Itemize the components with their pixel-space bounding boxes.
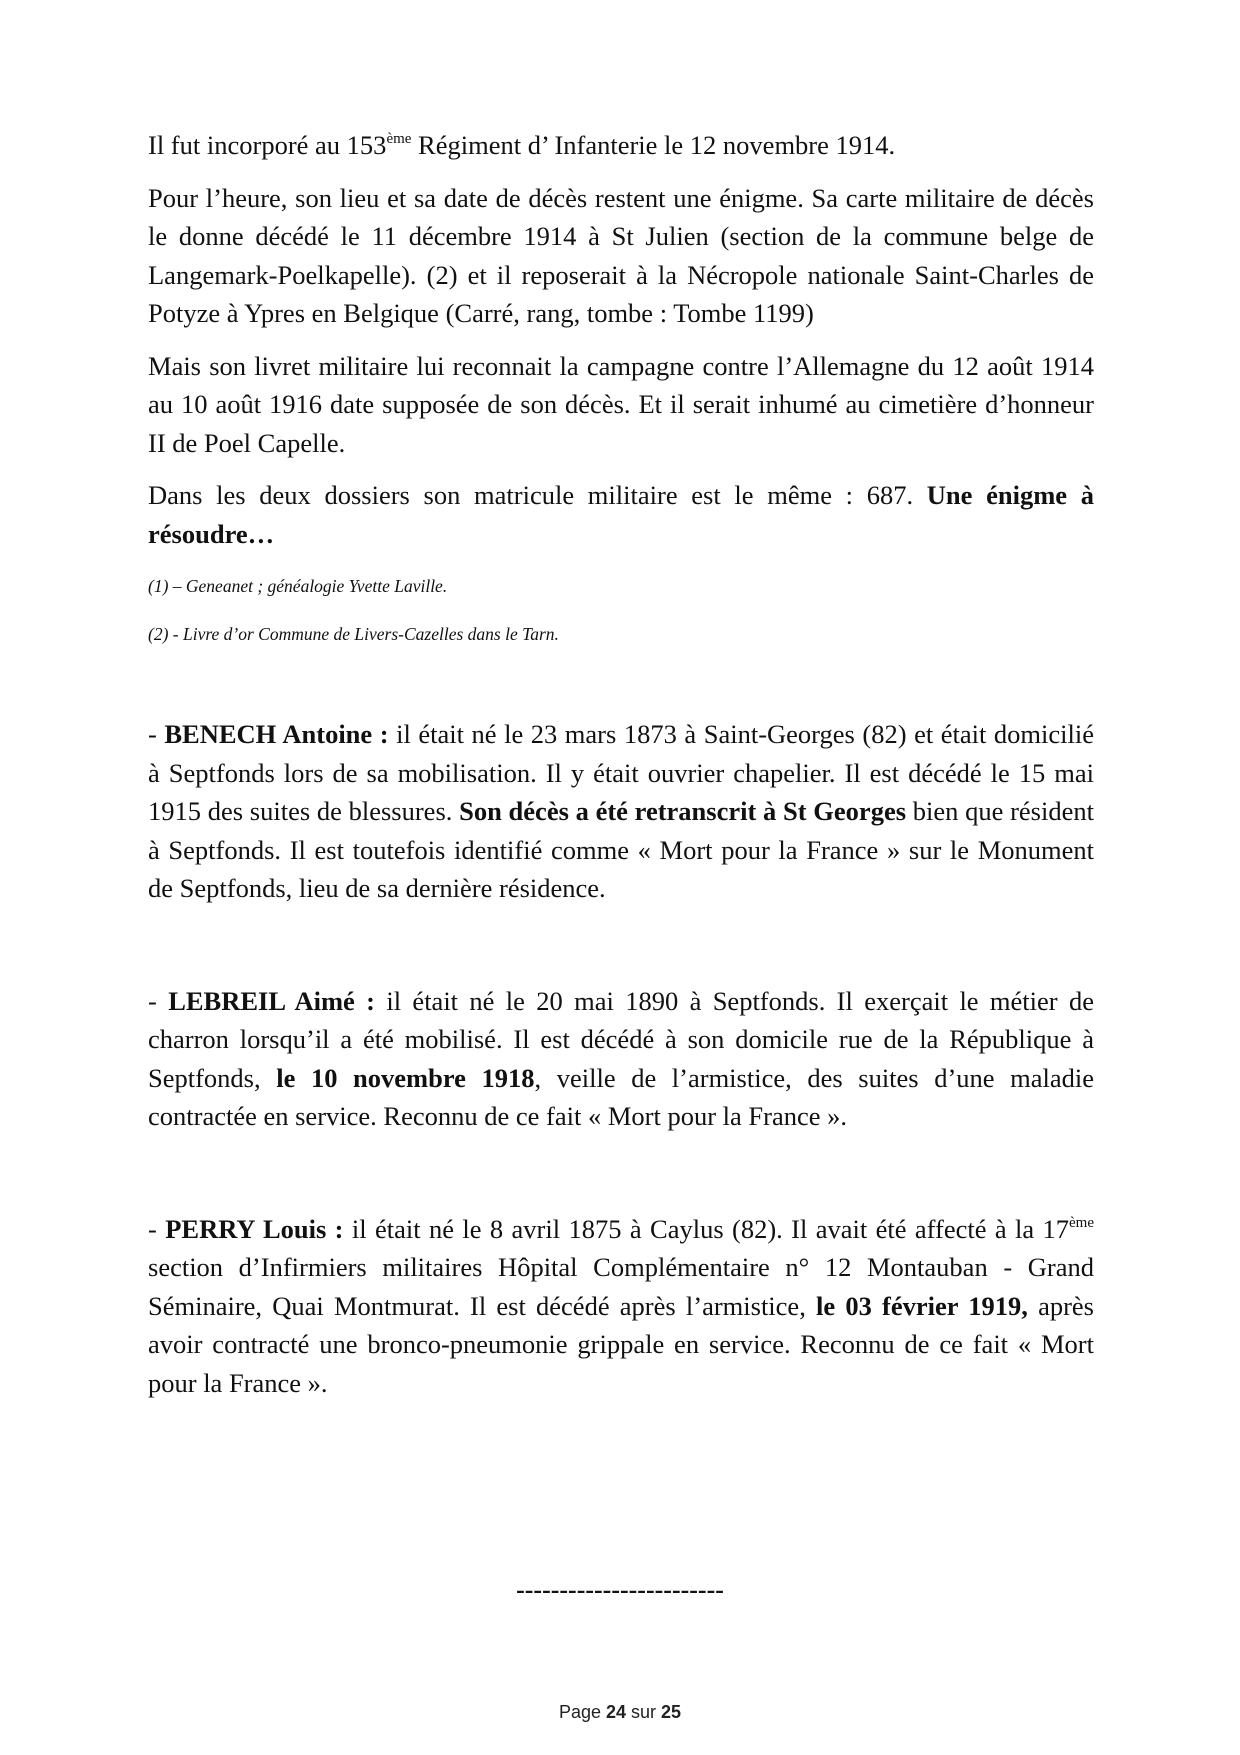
entry-lebreil	[148, 982, 1094, 1136]
paragraph-text: Il fut incorporé au 153	[148, 130, 387, 160]
entry-text: bien que résident à Septfonds. Il est toutefois identifié comme « Mort pour la France » sur le Monument de Septfonds, lieu de sa dernière résidence.	[148, 796, 1094, 903]
paragraph-enigme: Pour l’heure, son lieu et sa date de décès restent une énigme. Sa carte militaire de décès le donne décédé le 11 décembre 1914 à St Julien (section de la commune belge de Langemark-Poelkapelle). (2) et il reposerait à la Nécropole nationale Saint-Charles de Potyze à Ypres en Belgique (Carré, rang, tombe : Tombe 1199)	[148, 182, 1094, 328]
footnote-2: (2) - Livre d’or Commune de Livers-Cazelles dans le Tarn.	[148, 624, 559, 644]
current-page-number: 24	[605, 1702, 627, 1722]
entry-prefix: -	[148, 1213, 166, 1244]
superscript: ème	[386, 131, 412, 147]
entry-text: il était né le 23 mars 1873 à Saint-Georges (82) et était domicilié à Septfonds lors de sa mobilisation. Il y était ouvrier chapelier. Il est décédé le 15 mai 1915 des suites de blessures.	[148, 719, 1094, 826]
section-separator: ------------------------	[516, 1575, 724, 1604]
footer-label: Page	[558, 1702, 606, 1722]
entry-name: PERRY Louis :	[165, 1213, 344, 1244]
entry-name: BENECH Antoine :	[164, 719, 389, 749]
entry-benech	[148, 715, 1094, 908]
entry-text: , veille de l’armistice, des suites d’une maladie contractée en service. Reconnu de ce fait « Mort pour la France ».	[148, 1062, 1095, 1131]
entry-prefix: -	[148, 719, 165, 749]
page-footer	[0, 1702, 1240, 1723]
paragraph-text: Régiment d’ Infanterie le 12 novembre 1914.	[411, 130, 896, 160]
page-body	[148, 126, 1094, 1402]
entry-prefix: -	[148, 985, 169, 1016]
total-pages-number: 25	[661, 1702, 682, 1722]
paragraph-livret: Mais son livret militaire lui reconnait la campagne contre l’Allemagne du 12 août 1914 au 10 août 1916 date supposée de son décès. Et il serait inhumé au cimetière d’honneur II de Poel Capelle.	[148, 350, 1094, 458]
bold-text: Une énigme à résoudre…	[148, 480, 1094, 549]
paragraph-matricule	[148, 476, 1094, 553]
paragraph-incorporation	[148, 126, 1094, 165]
entry-text: après avoir contracté une bronco-pneumonie grippale en service. Reconnu de ce fait « Mort pour la France ».	[148, 1290, 1094, 1398]
entry-text: il était né le 20 mai 1890 à Septfonds. Il exerçait le métier de charron lorsqu’il a été mobilisé. Il est décédé à son domicile rue de la République à Septfonds,	[148, 985, 1094, 1093]
superscript: ème	[1069, 1214, 1094, 1231]
bold-text: le 03 février 1919,	[816, 1290, 1028, 1321]
bold-text: Son décès a été retranscrit à St Georges	[459, 796, 907, 826]
footer-label: sur	[626, 1702, 662, 1722]
entry-perry	[148, 1210, 1094, 1403]
bold-text: le 10 novembre 1918	[276, 1062, 535, 1093]
entry-name: LEBREIL Aimé :	[168, 985, 375, 1016]
entry-text: il était né le 8 avril 1875 à Caylus (82). Il avait été affecté à la 17	[343, 1213, 1070, 1244]
paragraph-text: Dans les deux dossiers son matricule militaire est le même : 687.	[148, 480, 927, 510]
footnote-1: (1) – Geneanet ; généalogie Yvette Laville.	[148, 576, 448, 596]
entry-text: section d’Infirmiers militaires Hôpital Complémentaire n° 12 Montauban - Grand Séminaire, Quai Montmurat. Il est décédé après l’armistice,	[148, 1252, 1094, 1321]
